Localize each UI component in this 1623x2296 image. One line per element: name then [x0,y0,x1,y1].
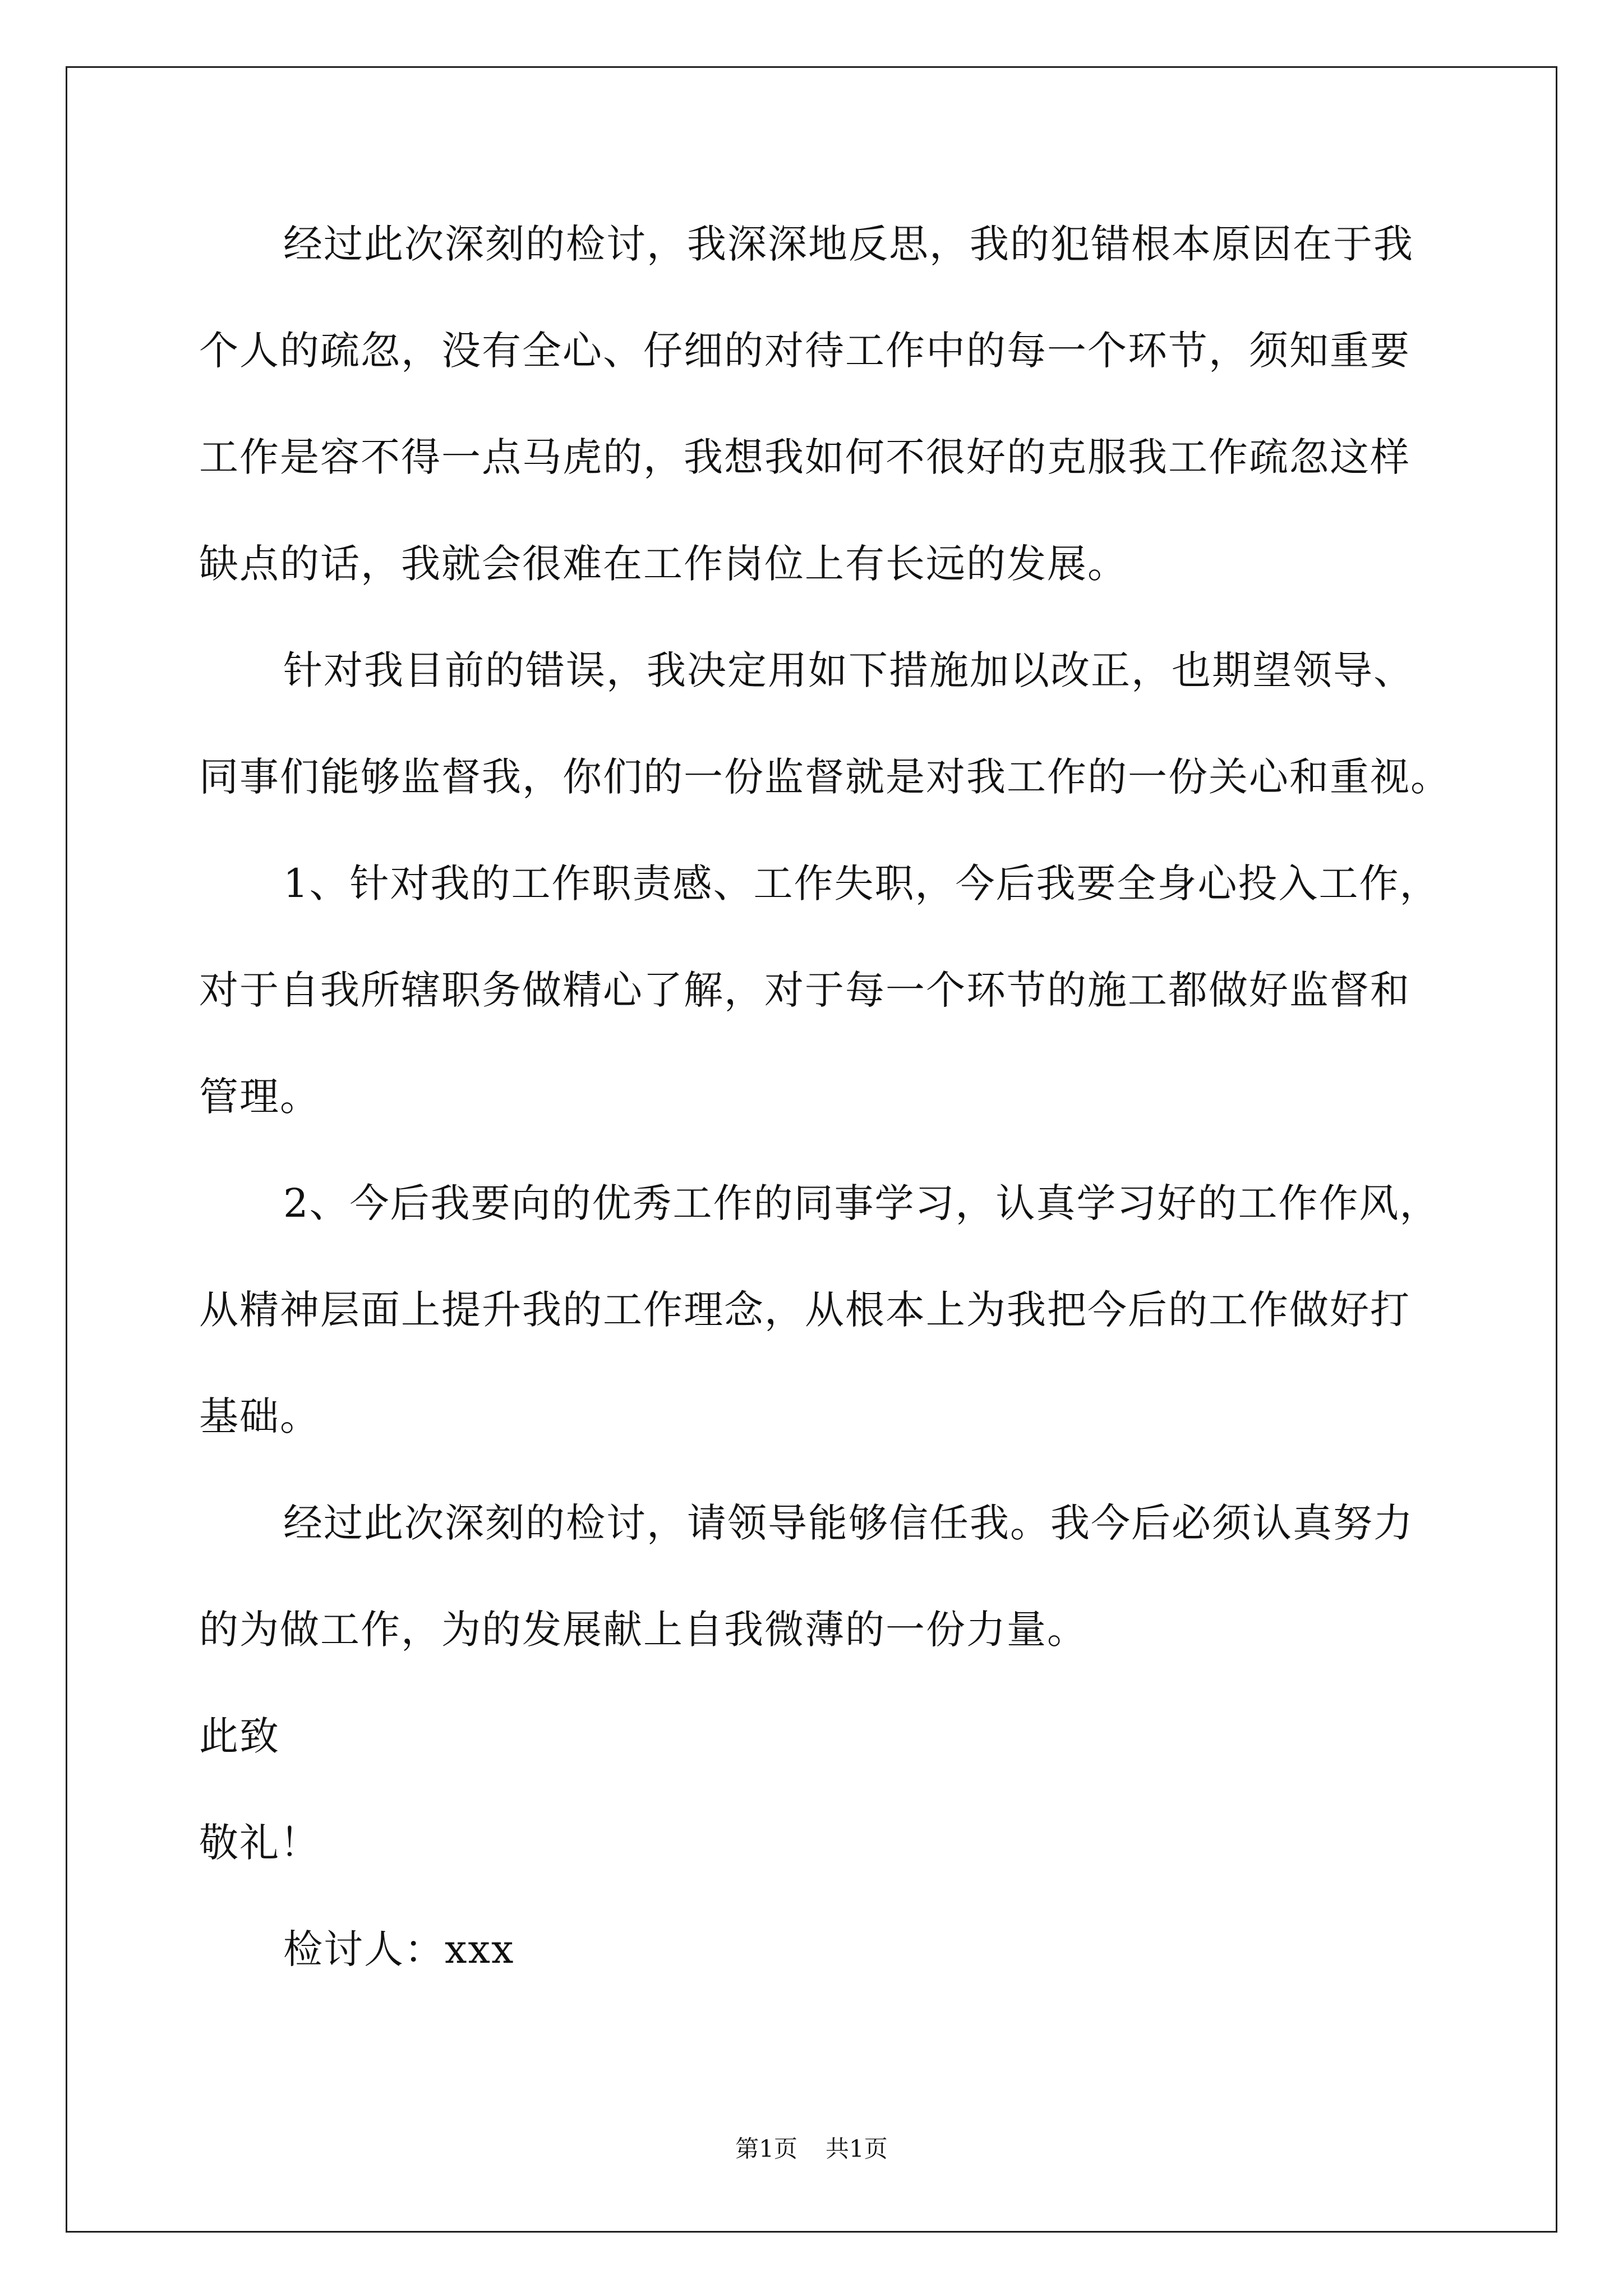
paragraph-2-line-1: 针对我目前的错误，我决定用如下措施加以改正，也期望领导、 [283,647,1414,693]
signature-line: 检讨人：xxx [283,1926,515,1972]
paragraph-3-line-2: 对于自我所辖职务做精心了解，对于每一个环节的施工都做好监督和 [199,967,1410,1013]
paragraph-4-line-3: 基础。 [199,1393,320,1439]
page-number: 第1页 [735,2135,797,2162]
closing-respect: 敬礼！ [199,1820,320,1866]
paragraph-1-line-4: 缺点的话，我就会很难在工作岗位上有长远的发展。 [199,541,1128,587]
page-border [66,66,1557,2233]
paragraph-1-line-3: 工作是容不得一点马虎的，我想我如何不很好的克服我工作疏忽这样 [199,434,1410,480]
paragraph-1-line-1: 经过此次深刻的检讨，我深深地反思，我的犯错根本原因在于我 [283,221,1414,267]
paragraph-4-line-1: 2、今后我要向的优秀工作的同事学习，认真学习好的工作作风， [283,1180,1440,1226]
paragraph-4-line-2: 从精神层面上提升我的工作理念，从根本上为我把今后的工作做好打 [199,1287,1410,1333]
paragraph-3-line-3: 管理。 [199,1074,320,1120]
paragraph-2-line-2: 同事们能够监督我，你们的一份监督就是对我工作的一份关心和重视。 [199,754,1451,800]
page-total: 共1页 [826,2135,888,2162]
paragraph-3-line-1: 1、针对我的工作职责感、工作失职，今后我要全身心投入工作， [283,861,1440,907]
closing-salutation: 此致 [199,1713,280,1759]
paragraph-5-line-2: 的为做工作，为的发展献上自我微薄的一份力量。 [199,1607,1087,1653]
paragraph-5-line-1: 经过此次深刻的检讨，请领导能够信任我。我今后必须认真努力 [283,1500,1414,1546]
page-footer [0,2137,1623,2161]
paragraph-1-line-2: 个人的疏忽，没有全心、仔细的对待工作中的每一个环节，须知重要 [199,328,1410,374]
